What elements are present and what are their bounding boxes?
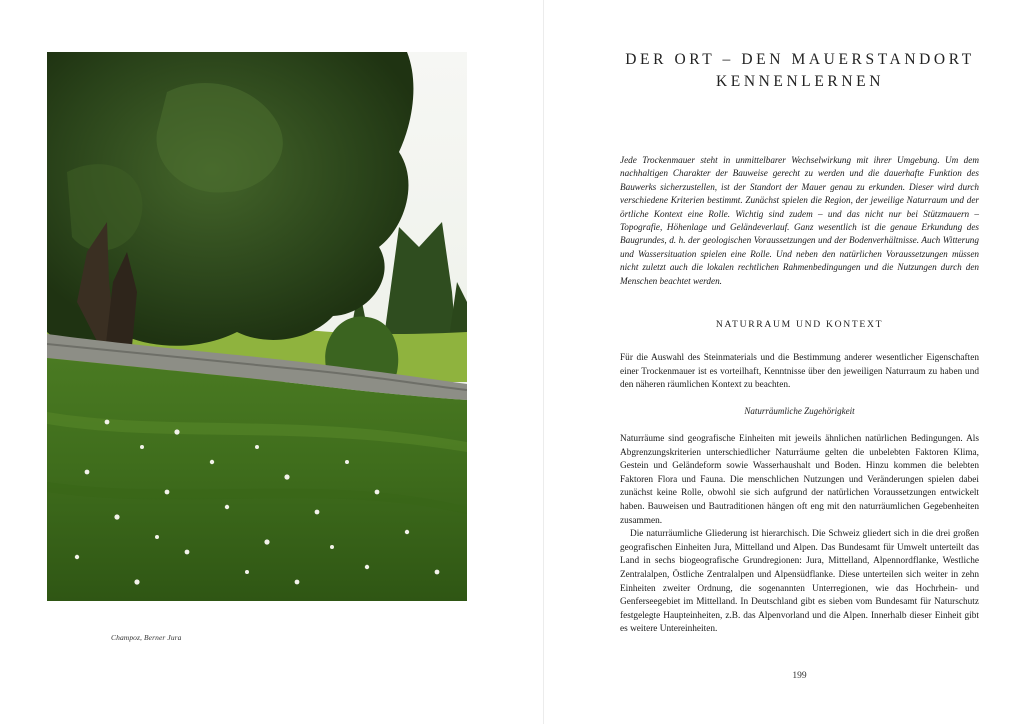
body-paragraph-2: Naturräume sind geografische Einheiten mit jeweils ähnlichen natürlichen Bedingungen. Als Abgrenzungskriterien unterschiedlicher Naturräume gelten die unbelebten Faktoren Klima, Gestein und Geländeform sowie Wasserhaushalt und Boden. Hinzu kommen die belebten Faktoren Flora und Fauna. Die menschlichen Nutzungen und Veränderungen spielen dabei zunächst keine Rolle, obwohl sie sich aufgrund der natürlichen Voraussetzungen entwickelt haben. Bauweisen und Bautraditionen hängen oft eng mit den naturräumlichen Gegebenheiten zusammen. [620, 434, 979, 526]
page-gutter [543, 0, 544, 724]
section-heading: NATURRAUM UND KONTEXT [715, 319, 884, 330]
chapter-title-line-2: KENNENLERNEN [715, 73, 885, 90]
body-paragraph-3: Die naturräumliche Gliederung ist hierarchisch. Die Schweiz gliedert sich in die drei großen geografischen Einheiten Jura, Mittelland und Alpen. Das Bundesamt für Umwelt unterteilt das Land in sechs biogeografische Grundregionen: Jura, Mittelland, Alpennordflanke, Westliche Zentralalpen, Östliche Zentralalpen und Alpensüdflanke. Diese unterteilen sich weiter in zehn Einheiten zweiter Ordnung, die sogenannten Unterregionen, wie das Hochrhein- und Genferseegebiet im Mittelland. In Deutschland gibt es sieben vom Bundesamt für Naturschutz festgelegte Haupteinheiten, z.B. das Alpenvorland und die Alpen. Innerhalb dieser Einheit gibt es weitere Untereinheiten. [620, 529, 979, 635]
landscape-photo [47, 52, 467, 601]
photo-caption: Champoz, Berner Jura [111, 633, 182, 642]
landscape-photo-illustration [47, 52, 467, 601]
intro-paragraph: Jede Trockenmauer steht in unmittelbarer Wechselwirkung mit ihrer Umgebung. Um dem nachhaltigen Charakter der Bauweise gerecht zu werden und die dauerhafte Funktion des Bauwerks sicherzustellen, ist der Standort der Mauer genau zu erkunden. Dieser wird durch verschiedene Kriterien bestimmt. Zunächst spielen die Region, der jeweilige Naturraum und der örtliche Kontext eine Rolle. Wichtig sind zudem – und das nicht nur bei Stützmauern – Topografie, Höhenlage und Geländeverlauf. Ganz wesentlich ist die genaue Erkundung des Baugrundes, d. h. der geologischen Voraussetzungen und der Bodenverhältnisse. Auch Witterung und Wassersituation spielen eine Rolle. Und neben den natürlichen Voraussetzungen müssen nicht zuletzt auch die lokalen rechtlichen Rahmenbedingungen und die Nutzungen durch den Menschen beachtet werden. [620, 155, 979, 286]
chapter-title [610, 49, 990, 93]
chapter-title-line-1: DER ORT – DEN MAUERSTANDORT [625, 51, 975, 68]
page-number: 199 [792, 671, 807, 681]
body-text-block [620, 433, 979, 637]
subsection-heading: Naturräumliche Zugehörigkeit [744, 406, 855, 416]
body-paragraph-1: Für die Auswahl des Steinmaterials und die Bestimmung anderer wesentlicher Eigenschaften einer Trockenmauer ist es vorteilhaft, Kenntnisse über den jeweiligen Naturraum zu haben und den näheren räumlichen Kontext zu beachten. [620, 353, 979, 391]
